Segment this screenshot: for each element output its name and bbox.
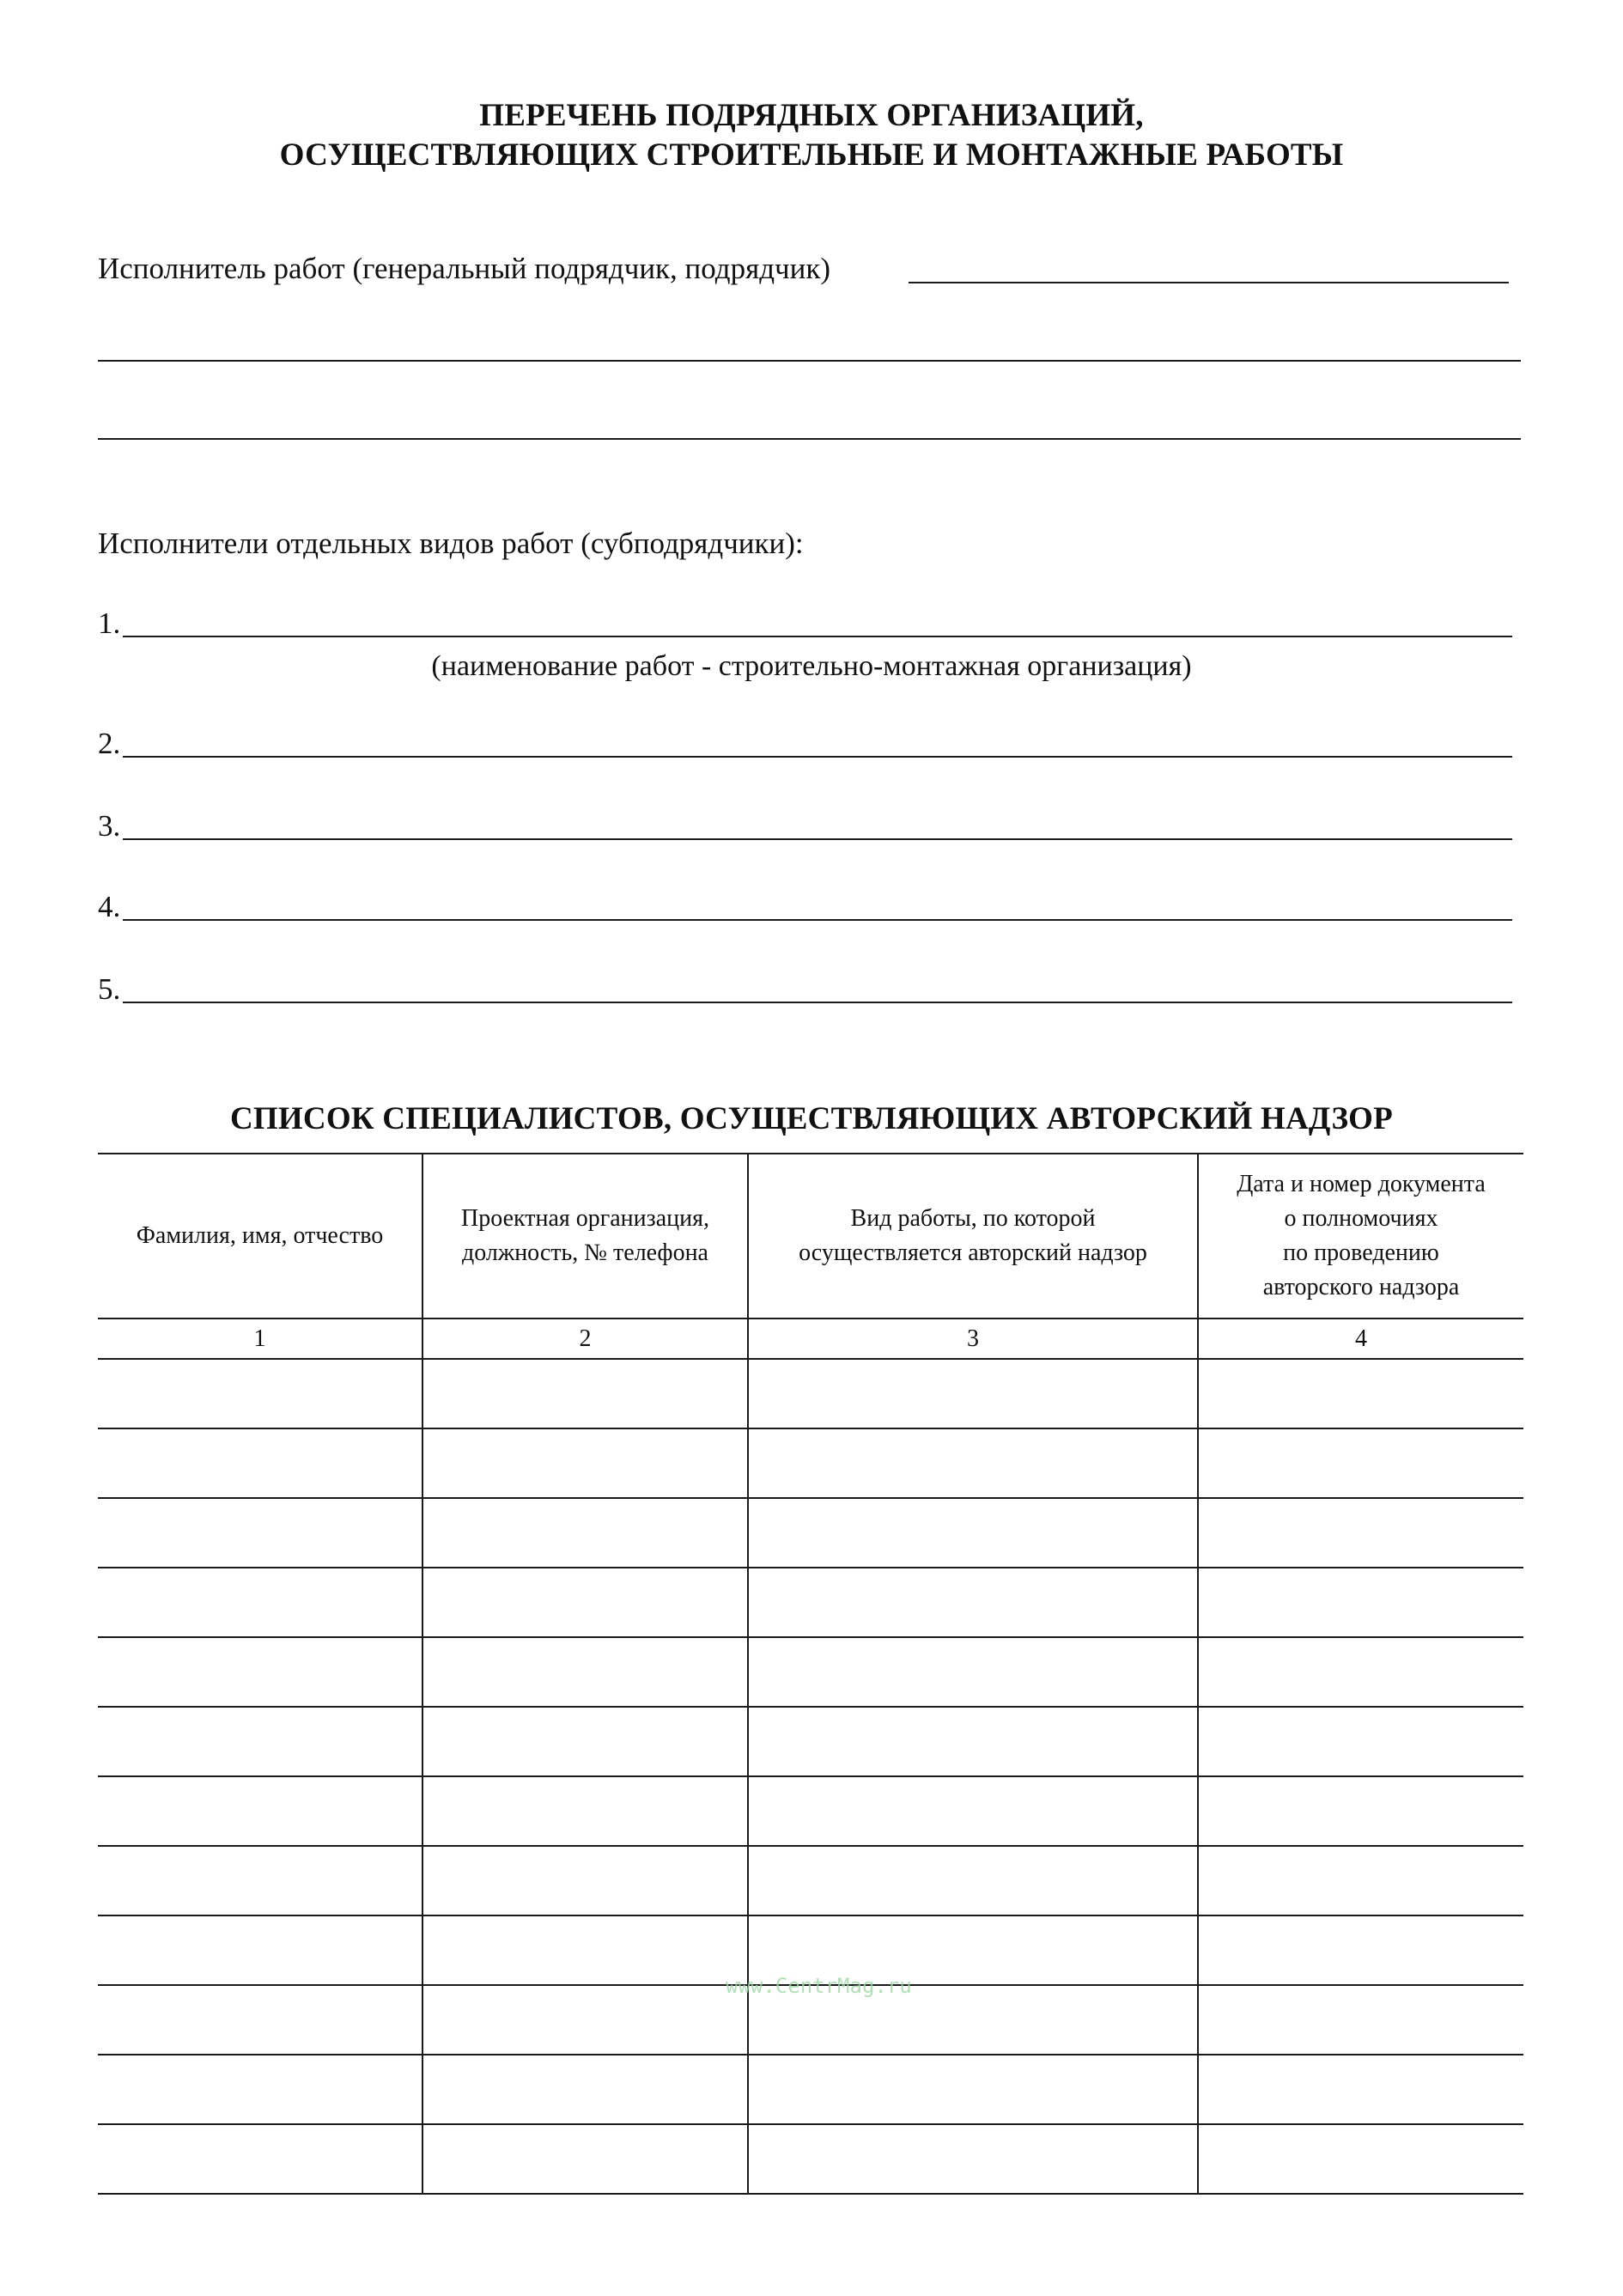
table-cell[interactable] <box>98 1915 422 1985</box>
table-cell[interactable] <box>98 1985 422 2055</box>
table-row <box>98 1428 1523 1498</box>
table-cell[interactable] <box>422 1846 748 1915</box>
table-cell[interactable] <box>1198 1776 1523 1846</box>
table-cell[interactable] <box>98 1707 422 1776</box>
table-cell[interactable] <box>1198 1428 1523 1498</box>
general-contractor-field-line-3[interactable] <box>98 438 1521 440</box>
table-cell[interactable] <box>1198 1915 1523 1985</box>
column-number-4: 4 <box>1198 1319 1523 1359</box>
table-cell[interactable] <box>422 1707 748 1776</box>
table-cell[interactable] <box>422 1915 748 1985</box>
table-cell[interactable] <box>748 1846 1198 1915</box>
table-cell[interactable] <box>748 1707 1198 1776</box>
table-cell[interactable] <box>748 1637 1198 1707</box>
table-cell[interactable] <box>748 2055 1198 2124</box>
table-cell[interactable] <box>1198 2055 1523 2124</box>
table-row <box>98 1498 1523 1568</box>
specialists-table <box>98 1153 1523 2195</box>
table-row <box>98 1846 1523 1915</box>
column-header-work-type <box>748 1154 1198 1319</box>
column-header-text: Дата и номер документа о полномочиях по проведению авторского надзора <box>1237 1171 1486 1300</box>
table-row <box>98 1568 1523 1637</box>
table-cell[interactable] <box>98 2124 422 2194</box>
table-cell[interactable] <box>1198 1568 1523 1637</box>
table-cell[interactable] <box>748 1776 1198 1846</box>
subcontractor-number-1: 1. <box>98 606 121 640</box>
subcontractors-label: Исполнители отдельных видов работ (субподрядчики): <box>98 527 804 560</box>
table-cell[interactable] <box>422 1428 748 1498</box>
table-cell[interactable] <box>1198 1846 1523 1915</box>
table-cell[interactable] <box>98 1568 422 1637</box>
table-cell[interactable] <box>748 1498 1198 1568</box>
table-cell[interactable] <box>1198 1498 1523 1568</box>
table-cell[interactable] <box>1198 1637 1523 1707</box>
table-cell[interactable] <box>748 1359 1198 1428</box>
column-header-text: Фамилия, имя, отчество <box>136 1222 384 1249</box>
general-contractor-field[interactable] <box>909 282 1509 283</box>
table-cell[interactable] <box>748 1428 1198 1498</box>
table-cell[interactable] <box>98 1498 422 1568</box>
table-cell[interactable] <box>422 1359 748 1428</box>
subcontractor-field-1[interactable] <box>123 636 1512 637</box>
table-cell[interactable] <box>422 2124 748 2194</box>
specialists-table-container <box>98 1153 1523 2195</box>
table-cell[interactable] <box>748 1568 1198 1637</box>
table-row <box>98 1637 1523 1707</box>
column-header-authority-document <box>1198 1154 1523 1319</box>
column-number-2: 2 <box>422 1319 748 1359</box>
column-header-text: Вид работы, по которой осуществляется авторский надзор <box>799 1205 1147 1266</box>
table-cell[interactable] <box>422 1776 748 1846</box>
column-number-3: 3 <box>748 1319 1198 1359</box>
general-contractor-field-line-2[interactable] <box>98 360 1521 362</box>
table-header-row <box>98 1154 1523 1319</box>
subcontractor-number-5: 5. <box>98 972 121 1006</box>
column-number-1: 1 <box>98 1319 422 1359</box>
table-cell[interactable] <box>748 2124 1198 2194</box>
table-cell[interactable] <box>422 2055 748 2124</box>
document-title-line-1: ПЕРЕЧЕНЬ ПОДРЯДНЫХ ОРГАНИЗАЦИЙ, <box>479 98 1144 133</box>
subcontractor-field-4[interactable] <box>123 919 1512 921</box>
subcontractor-number-4: 4. <box>98 890 121 923</box>
table-cell[interactable] <box>1198 1359 1523 1428</box>
column-header-text: Проектная организация, должность, № телефона <box>461 1205 709 1266</box>
table-cell[interactable] <box>422 1985 748 2055</box>
subcontractor-field-5[interactable] <box>123 1002 1512 1003</box>
table-row <box>98 2055 1523 2124</box>
table-row <box>98 1707 1523 1776</box>
subcontractor-number-3: 3. <box>98 809 121 843</box>
table-cell[interactable] <box>1198 1707 1523 1776</box>
table-cell[interactable] <box>1198 1985 1523 2055</box>
table-cell[interactable] <box>98 1776 422 1846</box>
column-header-full-name <box>98 1154 422 1319</box>
subcontractor-field-3[interactable] <box>123 838 1512 840</box>
subcontractor-caption: (наименование работ - строительно-монтажная организация) <box>431 650 1192 682</box>
specialists-heading: СПИСОК СПЕЦИАЛИСТОВ, ОСУЩЕСТВЛЯЮЩИХ АВТОРСКИЙ НАДЗОР <box>230 1101 1393 1136</box>
general-contractor-label: Исполнитель работ (генеральный подрядчик, подрядчик) <box>98 252 830 285</box>
table-row <box>98 1776 1523 1846</box>
table-row <box>98 1359 1523 1428</box>
document-title-line-2: ОСУЩЕСТВЛЯЮЩИХ СТРОИТЕЛЬНЫЕ И МОНТАЖНЫЕ РАБОТЫ <box>279 137 1344 173</box>
subcontractor-field-2[interactable] <box>123 756 1512 758</box>
table-cell[interactable] <box>98 1637 422 1707</box>
watermark: www.CentrMag.ru <box>726 1974 912 1998</box>
column-header-design-organization <box>422 1154 748 1319</box>
column-number-row <box>98 1319 1523 1359</box>
table-cell[interactable] <box>422 1498 748 1568</box>
table-cell[interactable] <box>1198 2124 1523 2194</box>
table-cell[interactable] <box>98 1846 422 1915</box>
table-cell[interactable] <box>98 1428 422 1498</box>
subcontractor-number-2: 2. <box>98 727 121 760</box>
table-row <box>98 2124 1523 2194</box>
table-cell[interactable] <box>98 1359 422 1428</box>
table-cell[interactable] <box>422 1637 748 1707</box>
table-cell[interactable] <box>98 2055 422 2124</box>
table-cell[interactable] <box>422 1568 748 1637</box>
